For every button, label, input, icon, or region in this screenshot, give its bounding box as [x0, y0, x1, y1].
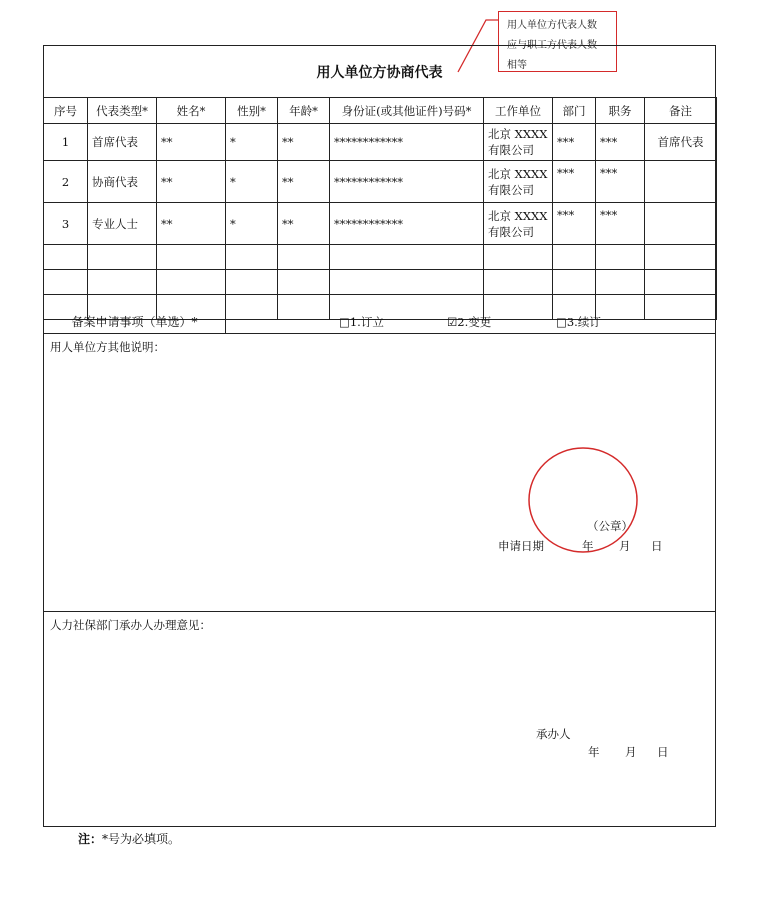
cell-age: **: [278, 203, 330, 245]
header-title: 职务: [596, 98, 645, 124]
apply-date-year: 年: [582, 539, 594, 553]
cell-id: ************: [330, 124, 484, 161]
cell-age: **: [278, 124, 330, 161]
cell-no: 2: [44, 161, 88, 203]
option-renew-checkbox[interactable]: □3.续订: [556, 315, 601, 329]
header-dept: 部门: [553, 98, 596, 124]
empty-cell[interactable]: [88, 270, 157, 295]
option-conclude-checkbox[interactable]: □1.订立: [339, 315, 384, 329]
header-unit: 工作单位: [484, 98, 553, 124]
hr-opinion-section[interactable]: [43, 612, 716, 827]
cell-name: **: [157, 124, 226, 161]
table-row: [44, 124, 717, 161]
empty-cell[interactable]: [596, 270, 645, 295]
header-no: 序号: [44, 98, 88, 124]
form-title: 用人单位方协商代表: [316, 65, 443, 81]
empty-cell[interactable]: [553, 245, 596, 270]
apply-date-day: 日: [651, 539, 663, 553]
empty-cell[interactable]: [226, 245, 278, 270]
table-row-empty: [44, 270, 717, 295]
apply-date-label: 申请日期: [498, 539, 544, 553]
cell-unit-line1: 北京 XXXX: [488, 208, 548, 223]
table-row: [44, 161, 717, 203]
empty-cell[interactable]: [645, 245, 717, 270]
representatives-table: [43, 97, 717, 320]
empty-cell[interactable]: [226, 270, 278, 295]
cell-id: ************: [330, 203, 484, 245]
header-id: 身份证(或其他证件)号码*: [330, 98, 484, 124]
annotation-line-1: 用人单位方代表人数: [507, 20, 597, 31]
cell-type: 协商代表: [88, 161, 157, 203]
cell-gender: *: [226, 161, 278, 203]
empty-cell[interactable]: [44, 245, 88, 270]
table-header-row: [44, 98, 717, 124]
cell-gender: *: [226, 124, 278, 161]
cell-name: **: [157, 161, 226, 203]
header-gender: 性别*: [226, 98, 278, 124]
cell-unit-line1: 北京 XXXX: [488, 127, 548, 141]
cell-unit-line2: 有限公司: [488, 182, 534, 197]
filing-type-label: 备案申请事项（单选）*: [44, 309, 226, 333]
empty-cell[interactable]: [645, 270, 717, 295]
seal-label: （公章）: [587, 519, 633, 533]
cell-id: ************: [330, 161, 484, 203]
empty-cell[interactable]: [88, 245, 157, 270]
employer-remarks-label: 用人单位方其他说明：: [50, 340, 165, 354]
empty-cell[interactable]: [553, 270, 596, 295]
cell-unit-line1: 北京 XXXX: [488, 166, 548, 181]
cell-unit: [484, 203, 553, 245]
cell-no: 1: [44, 124, 88, 161]
footnote-bold: 注：: [78, 832, 103, 846]
cell-unit: [484, 124, 553, 161]
cell-dept: ***: [553, 203, 596, 245]
cell-title: ***: [596, 124, 645, 161]
header-type: 代表类型*: [88, 98, 157, 124]
table-row: [44, 203, 717, 245]
empty-cell[interactable]: [330, 245, 484, 270]
cell-unit: [484, 161, 553, 203]
empty-cell[interactable]: [484, 270, 553, 295]
header-name: 姓名*: [157, 98, 226, 124]
cell-age: **: [278, 161, 330, 203]
cell-type: 专业人士: [88, 203, 157, 245]
cell-unit-line2: 有限公司: [488, 224, 534, 239]
empty-cell[interactable]: [596, 245, 645, 270]
handler-date-year: 年: [588, 745, 600, 759]
cell-type: 首席代表: [88, 124, 157, 161]
handler-date-day: 日: [657, 745, 669, 759]
cell-gender: *: [226, 203, 278, 245]
footnote: [78, 830, 180, 847]
cell-title: ***: [596, 203, 645, 245]
handler-date-month: 月: [625, 745, 637, 759]
handler-label: 承办人: [536, 727, 571, 741]
empty-cell[interactable]: [157, 245, 226, 270]
empty-cell[interactable]: [330, 270, 484, 295]
annotation-line-2: 应与职工方代表人数: [507, 40, 597, 51]
official-seal-circle: [527, 446, 639, 554]
header-note: 备注: [645, 98, 717, 124]
empty-cell[interactable]: [157, 270, 226, 295]
cell-dept: ***: [553, 161, 596, 203]
cell-title: ***: [596, 161, 645, 203]
table-row-empty: [44, 245, 717, 270]
cell-unit-line2: 有限公司: [488, 143, 534, 157]
cell-name: **: [157, 203, 226, 245]
cell-note: 首席代表: [645, 124, 717, 161]
empty-cell[interactable]: [484, 245, 553, 270]
cell-dept: ***: [553, 124, 596, 161]
cell-note: [645, 161, 717, 203]
option-change-checkbox[interactable]: ☑2.变更: [447, 315, 492, 329]
empty-cell[interactable]: [44, 270, 88, 295]
apply-date-month: 月: [619, 539, 631, 553]
cell-note: [645, 203, 717, 245]
filing-type-row: [43, 309, 716, 334]
hr-opinion-label: 人力社保部门承办人办理意见：: [50, 618, 211, 632]
footnote-text: *号为必填项。: [102, 832, 181, 846]
empty-cell[interactable]: [278, 245, 330, 270]
cell-no: 3: [44, 203, 88, 245]
annotation-line-3: 相等: [507, 60, 527, 71]
empty-cell[interactable]: [278, 270, 330, 295]
header-age: 年龄*: [278, 98, 330, 124]
